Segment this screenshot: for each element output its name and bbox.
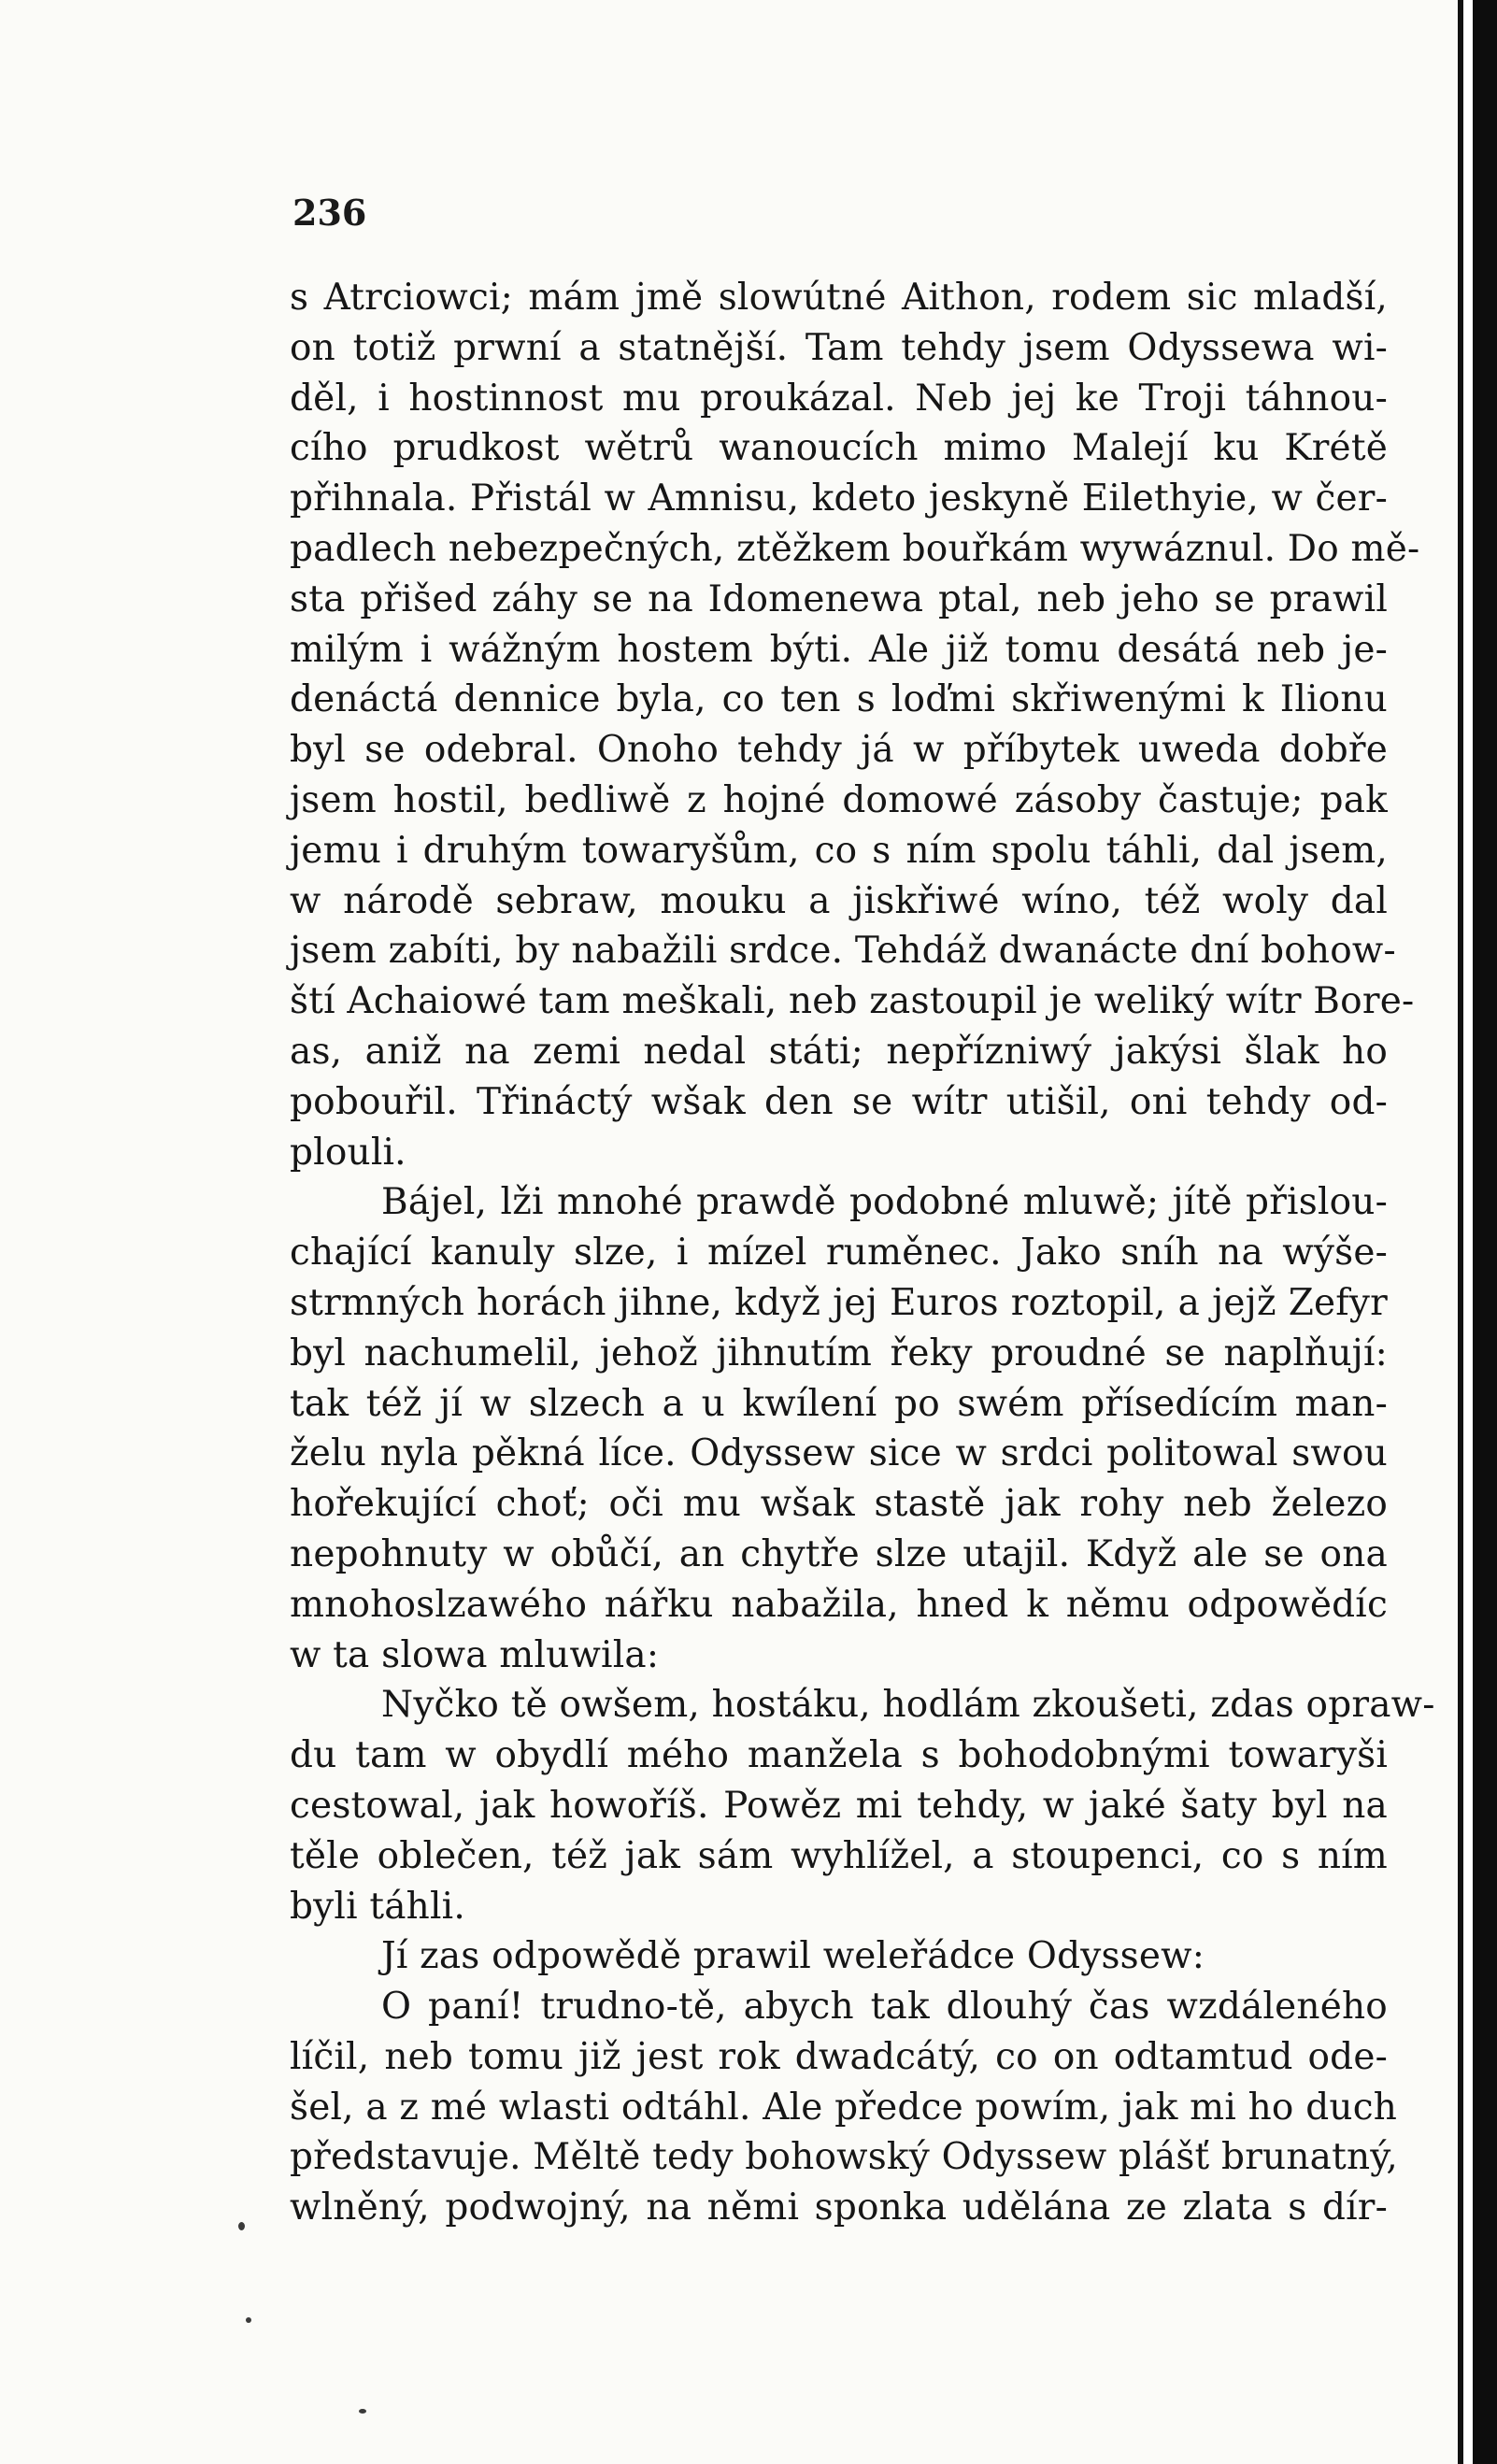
- text-line: as, aniž na zemi nedal státi; nepřízniwý jakýsi šlak ho: [290, 1030, 1388, 1073]
- text-line: plouli.: [290, 1131, 406, 1174]
- text-line: w národě sebraw, mouku a jiskřiwé wíno, též woly dal: [290, 879, 1388, 922]
- text-line: ští Achaiowé tam meškali, neb zastoupil je weliký wítr Bore-: [290, 980, 1415, 1023]
- text-line: byl nachumelil, jehož jihnutím řeky proudné se naplňují:: [290, 1332, 1388, 1374]
- text-line: Nyčko tě owšem, hostáku, hodlám zkoušeti, zdas opraw-: [381, 1684, 1435, 1727]
- text-line: pobouřil. Třináctý wšak den se wítr utišil, oni tehdy od-: [290, 1080, 1388, 1123]
- ink-speck: [246, 2317, 251, 2323]
- text-line: hořekující choť; oči mu wšak stastě jak rohy neb železo: [290, 1483, 1388, 1526]
- ink-speck: [359, 2409, 366, 2414]
- text-line: jsem hostil, bedliwě z hojné domowé zásoby častuje; pak: [290, 778, 1388, 821]
- text-line: denáctá dennice byla, co ten s loďmi skřiwenými k Ilionu: [290, 678, 1388, 721]
- text-line: cího prudkost wětrů wanoucích mimo Malejí ku Krétě: [290, 427, 1388, 470]
- text-line: du tam w obydlí mého manžela s bohodobnými towaryši: [290, 1734, 1388, 1777]
- text-line: mnohoslzawého nářku nabažila, hned k němu odpowědíc: [290, 1583, 1388, 1626]
- text-line: líčil, neb tomu již jest rok dwadcátý, co on odtamtud ode-: [290, 2035, 1388, 2078]
- text-line: jsem zabíti, by nabažili srdce. Tehdáž dwanácte dní bohow-: [290, 930, 1396, 973]
- text-line: byli táhli.: [290, 1885, 465, 1928]
- text-line: wlněný, podwojný, na němi sponka udělána ze zlata s dír-: [290, 2186, 1388, 2229]
- text-line: sta přišed záhy se na Idomenewa ptal, neb jeho se prawil: [290, 577, 1388, 620]
- text-line: cestowal, jak howoříš. Powěz mi tehdy, w jaké šaty byl na: [290, 1784, 1388, 1827]
- text-line: chající kanuly slze, i mízel ruměnec. Jako sníh na wýše-: [290, 1232, 1388, 1275]
- scan-edge-gap: [1463, 0, 1473, 2464]
- text-line: Jí zas odpowědě prawil weleřádce Odyssew:: [381, 1935, 1205, 1978]
- text-line: s Atrciowci; mám jmě slowútné Aithon, rodem sic mladší,: [290, 277, 1388, 319]
- page-text: [290, 273, 1435, 2233]
- text-line: jemu i druhým towaryšům, co s ním spolu táhli, dal jsem,: [290, 829, 1388, 872]
- text-line: želu nyla pěkná líce. Odyssew sice w srdci politowal swou: [290, 1432, 1388, 1475]
- text-line: tak též jí w slzech a u kwílení po swém přísedícím man-: [290, 1382, 1388, 1425]
- text-line: děl, i hostinnost mu proukázal. Neb jej ke Troji táhnou-: [290, 377, 1388, 420]
- text-line: strmných horách jihne, když jej Euros roztopil, a jejž Zefyr: [290, 1281, 1388, 1324]
- text-line: byl se odebral. Onoho tehdy já w příbytek uweda dobře: [290, 729, 1388, 772]
- scan-edge-border: [1473, 0, 1497, 2464]
- text-line: nepohnuty w obůčí, an chytře slze utajil. Když ale se ona: [290, 1532, 1388, 1575]
- text-line: w ta slowa mluwila:: [290, 1633, 660, 1676]
- text-line: těle oblečen, též jak sám wyhlížel, a stoupenci, co s ním: [290, 1834, 1388, 1877]
- text-line: Bájel, lži mnohé prawdě podobné mluwě; jítě přislou-: [381, 1181, 1388, 1224]
- text-line: padlech nebezpečných, ztěžkem bouřkám wywáznul. Do mě-: [290, 527, 1420, 570]
- text-line: on totiž prwní a statnější. Tam tehdy jsem Odyssewa wi-: [290, 326, 1388, 369]
- text-line: milým i wážným hostem býti. Ale již tomu desátá neb je-: [290, 628, 1388, 671]
- text-line: přihnala. Přistál w Amnisu, kdeto jeskyně Eilethyie, w čer-: [290, 477, 1388, 520]
- page-number: 236: [292, 192, 367, 234]
- text-line: šel, a z mé wlasti odtáhl. Ale předce powím, jak mi ho duch: [290, 2086, 1398, 2129]
- text-line: představuje. Měltě tedy bohowský Odyssew plášť brunatný,: [290, 2136, 1398, 2179]
- text-line: O paní! trudno-tě, abych tak dlouhý čas wzdáleného: [381, 1986, 1388, 2029]
- ink-speck: [238, 2222, 245, 2230]
